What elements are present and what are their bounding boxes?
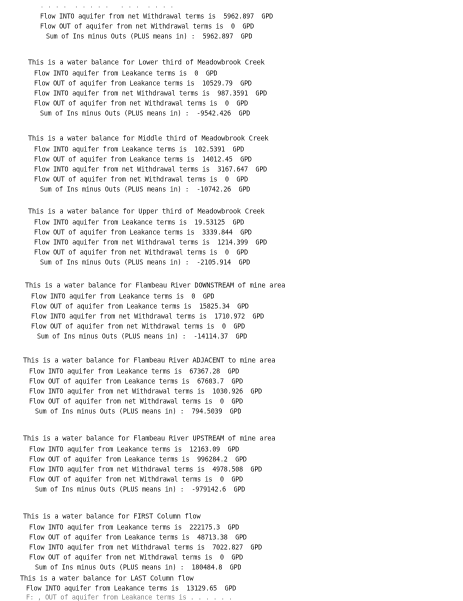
fragment-line: Flow OUT of aquifer from net Withdrawal terms is 0 GPD — [40, 22, 254, 31]
flow-line: Flow OUT of aquifer from Leakance terms is 996284.2 GPD — [29, 455, 247, 464]
flow-line: Flow INTO aquifer from net Withdrawal terms is 987.3591 GPD — [34, 89, 268, 98]
sum-line: Sum of Ins minus Outs (PLUS means in) : -979142.6 GPD — [35, 485, 246, 494]
flow-line: Flow INTO aquifer from Leakance terms is 102.5391 GPD — [34, 145, 245, 154]
section-title: This is a water balance for Lower third of Meadowbrook Creek — [28, 58, 265, 67]
sum-line: Sum of Ins minus Outs (PLUS means in) : 794.5039 GPD — [35, 407, 242, 416]
fragment-sum-line: Sum of Ins minus Outs (PLUS means in) : 5962.897 GPD — [46, 32, 253, 41]
sum-line: Sum of Ins minus Outs (PLUS means in) : -10742.26 GPD — [40, 185, 251, 194]
flow-line: Flow OUT of aquifer from Leakance terms is 67603.7 GPD — [29, 377, 243, 386]
section-title: This is a water balance for Flambeau River DOWNSTREAM of mine area — [25, 281, 286, 290]
flow-line: Flow OUT of aquifer from net Withdrawal terms is 0 GPD — [31, 322, 245, 331]
flow-line: Flow INTO aquifer from net Withdrawal terms is 4978.508 GPD — [29, 465, 263, 474]
section-title: This is a water balance for Flambeau River ADJACENT to mine area — [23, 356, 276, 365]
section-title: This is a water balance for FIRST Column flow — [23, 512, 201, 521]
flow-line: Flow INTO aquifer from net Withdrawal terms is 1214.399 GPD — [34, 238, 268, 247]
flow-line: Flow OUT of aquifer from net Withdrawal terms is 0 GPD — [29, 397, 243, 406]
flow-line: Flow INTO aquifer from Leakance terms is 222175.3 GPD — [29, 523, 240, 532]
section-title: This is a water balance for LAST Column flow — [20, 574, 194, 583]
flow-line: Flow INTO aquifer from net Withdrawal terms is 3167.647 GPD — [34, 165, 268, 174]
flow-line: Flow INTO aquifer from Leakance terms is 67367.28 GPD — [29, 367, 240, 376]
flow-line: Flow INTO aquifer from net Withdrawal terms is 1710.972 GPD — [31, 312, 265, 321]
flow-line: Flow INTO aquifer from Leakance terms is 12163.09 GPD — [29, 445, 240, 454]
section-title: This is a water balance for Upper third of Meadowbrook Creek — [28, 207, 265, 216]
section-title: This is a water balance for Flambeau River UPSTREAM of mine area — [23, 434, 276, 443]
flow-line: Flow OUT of aquifer from Leakance terms is 15825.34 GPD — [31, 302, 249, 311]
flow-line: Flow OUT of aquifer from net Withdrawal terms is 0 GPD — [34, 248, 248, 257]
flow-line: Flow INTO aquifer from Leakance terms is 0 GPD — [34, 69, 218, 78]
flow-line: Flow INTO aquifer from net Withdrawal terms is 7022.827 GPD — [29, 543, 263, 552]
flow-line: Flow OUT of aquifer from Leakance terms is 10529.79 GPD — [34, 79, 252, 88]
flow-line: Flow OUT of aquifer from net Withdrawal terms is 0 GPD — [34, 175, 248, 184]
flow-line: Flow INTO aquifer from Leakance terms is 13129.65 GPD — [26, 584, 237, 593]
flow-line: Flow OUT of aquifer from Leakance terms is 48713.38 GPD — [29, 533, 247, 542]
flow-line: Flow OUT of aquifer from net Withdrawal terms is 0 GPD — [29, 553, 243, 562]
sum-line: Sum of Ins minus Outs (PLUS means in) : -14114.37 GPD — [37, 332, 248, 341]
sum-line: Sum of Ins minus Outs (PLUS means in) : -9542.426 GPD — [40, 109, 251, 118]
sum-line: Sum of Ins minus Outs (PLUS means in) : -2105.914 GPD — [40, 258, 251, 267]
flow-line: Flow INTO aquifer from net Withdrawal terms is 1030.926 GPD — [29, 387, 263, 396]
flow-line: Flow INTO aquifer from Leakance terms is 19.53125 GPD — [34, 218, 245, 227]
cut-off-line: F: , OUT of aquifer from Leakance terms is . . . . . . — [26, 593, 233, 601]
flow-line: Flow OUT of aquifer from net Withdrawal terms is 0 GPD — [34, 99, 248, 108]
section-title: This is a water balance for Middle third of Meadowbrook Creek — [28, 134, 269, 143]
flow-line: Flow OUT of aquifer from net Withdrawal terms is 0 GPD — [29, 475, 243, 484]
flow-line: Flow OUT of aquifer from Leakance terms is 14012.45 GPD — [34, 155, 252, 164]
fragment-line: Flow INTO aquifer from net Withdrawal terms is 5962.897 GPD — [40, 12, 274, 21]
sum-line: Sum of Ins minus Outs (PLUS means in) : 180484.8 GPD — [35, 563, 242, 572]
flow-line: Flow INTO aquifer from Leakance terms is 0 GPD — [31, 292, 215, 301]
fragment-cut-line: . . . . . . . . . . . . . . . . — [40, 1, 174, 10]
flow-line: Flow OUT of aquifer from Leakance terms is 3339.844 GPD — [34, 228, 252, 237]
